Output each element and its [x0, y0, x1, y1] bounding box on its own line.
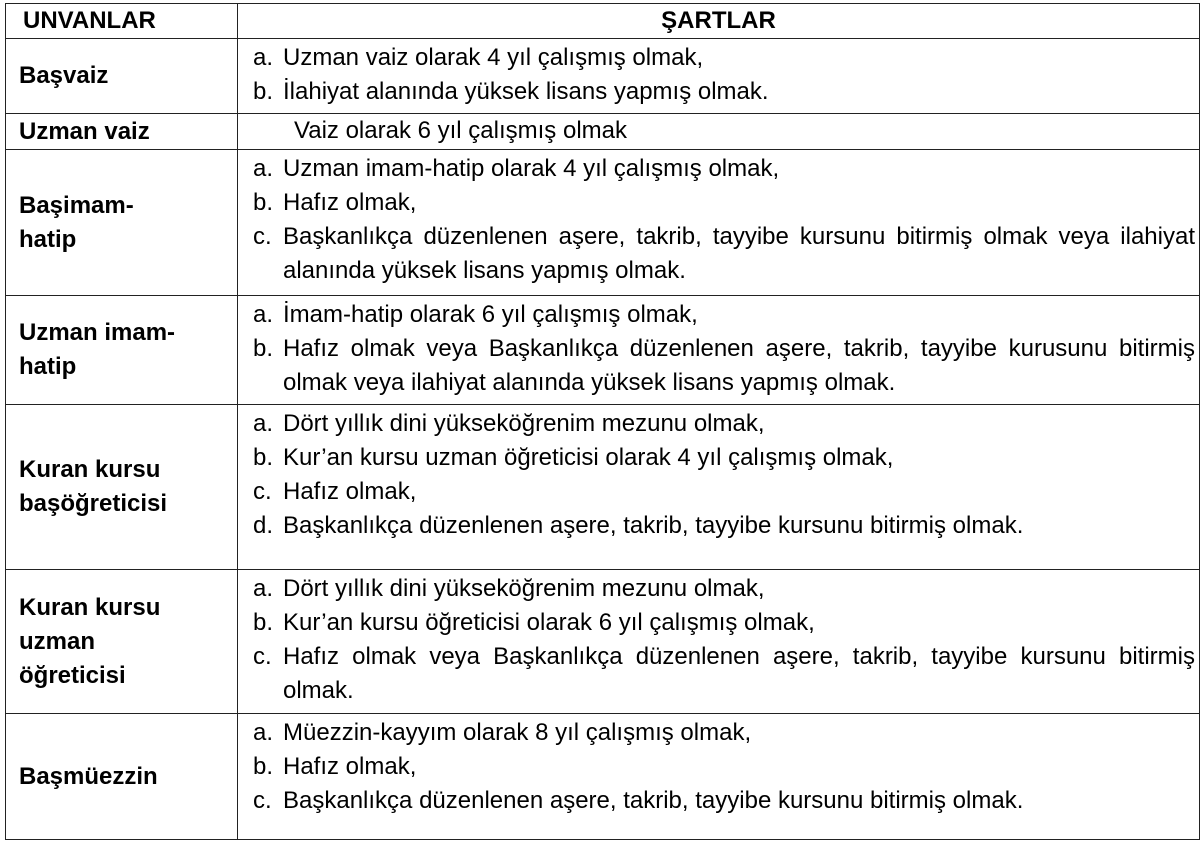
condition-text: Başkanlıkça düzenlenen aşere, takrib, tayyibe kursunu bitirmiş olmak.	[283, 512, 1024, 539]
condition-label: d.	[253, 512, 274, 539]
condition-item	[238, 509, 1199, 543]
condition-label: b.	[253, 78, 274, 105]
row-title	[6, 570, 238, 714]
condition-text: Hafız olmak,	[283, 753, 417, 780]
condition-text: İlahiyat alanında yüksek lisans yapmış olmak.	[283, 78, 769, 105]
row-title: Başmüezzin	[6, 714, 238, 840]
condition-label: b.	[253, 335, 274, 362]
row-title	[6, 150, 238, 296]
condition-item	[238, 41, 1199, 75]
condition-text: Hafız olmak,	[283, 189, 417, 216]
condition-text: Uzman imam-hatip olarak 4 yıl çalışmış olmak,	[283, 155, 780, 182]
row-title	[6, 405, 238, 570]
condition-item	[238, 441, 1199, 475]
condition-item	[238, 784, 1199, 818]
condition-label: c.	[253, 223, 272, 250]
header-row	[6, 4, 1200, 39]
table-row	[6, 570, 1200, 714]
row-conditions	[238, 714, 1200, 840]
requirements-table	[5, 3, 1200, 840]
condition-item	[238, 220, 1199, 288]
condition-text: Kur’an kursu öğreticisi olarak 6 yıl çalışmış olmak,	[283, 609, 815, 636]
row-conditions	[238, 39, 1200, 114]
condition-item	[238, 186, 1199, 220]
condition-label: b.	[253, 609, 274, 636]
condition-label: c.	[253, 787, 272, 814]
condition-text: Dört yıllık dini yükseköğrenim mezunu olmak,	[283, 575, 765, 602]
table-row	[6, 39, 1200, 114]
condition-text: Başkanlıkça düzenlenen aşere, takrib, tayyibe kursunu bitirmiş olmak.	[283, 787, 1024, 814]
row-conditions	[238, 296, 1200, 405]
condition-item	[238, 606, 1199, 640]
table-row	[6, 114, 1200, 150]
table-row	[6, 296, 1200, 405]
table-row	[6, 714, 1200, 840]
condition-text: Dört yıllık dini yükseköğrenim mezunu olmak,	[283, 410, 765, 437]
condition-item	[238, 152, 1199, 186]
condition-text: Müezzin-kayyım olarak 8 yıl çalışmış olmak,	[283, 719, 752, 746]
condition-item	[238, 640, 1199, 708]
condition-item	[238, 298, 1199, 332]
condition-text: Uzman vaiz olarak 4 yıl çalışmış olmak,	[283, 44, 704, 71]
condition-label: b.	[253, 444, 274, 471]
row-title-text: Uzman imam-hatip	[19, 319, 176, 380]
condition-text: Hafız olmak veya Başkanlıkça düzenlenen aşere, takrib, tayyibe kurusunu bitirmiş olmak veya ilahiyat alanında yüksek lisans yapmış olmak.	[283, 335, 1195, 396]
condition-text: Hafız olmak,	[283, 478, 417, 505]
condition-item	[238, 75, 1199, 109]
header-conditions: ŞARTLAR	[238, 4, 1200, 39]
condition-text: Başkanlıkça düzenlenen aşere, takrib, tayyibe kursunu bitirmiş olmak veya ilahiyat alanında yüksek lisans yapmış olmak.	[283, 223, 1195, 284]
row-title: Uzman vaiz	[6, 114, 238, 150]
condition-label: b.	[253, 189, 274, 216]
condition-item	[238, 716, 1199, 750]
condition-label: c.	[253, 478, 272, 505]
row-title: Başvaiz	[6, 39, 238, 114]
row-conditions	[238, 150, 1200, 296]
row-title-text: Kuran kursu uzman öğreticisi	[19, 593, 161, 689]
table-row	[6, 150, 1200, 296]
condition-text: İmam-hatip olarak 6 yıl çalışmış olmak,	[283, 301, 698, 328]
condition-label: a.	[253, 155, 274, 182]
row-title	[6, 296, 238, 405]
condition-label: a.	[253, 575, 274, 602]
condition-text: Vaiz olarak 6 yıl çalışmış olmak	[294, 117, 627, 144]
row-title-text: Başimam-hatip	[19, 191, 134, 253]
condition-label: a.	[253, 410, 274, 437]
condition-label: a.	[253, 44, 274, 71]
condition-item	[238, 332, 1199, 400]
condition-label: a.	[253, 719, 274, 746]
row-conditions	[238, 570, 1200, 714]
condition-item	[238, 407, 1199, 441]
row-title-text: Kuran kursu başöğreticisi	[19, 456, 168, 517]
condition-text: Kur’an kursu uzman öğreticisi olarak 4 yıl çalışmış olmak,	[283, 444, 894, 471]
header-titles: UNVANLAR	[6, 4, 238, 39]
condition-text: Hafız olmak veya Başkanlıkça düzenlenen aşere, takrib, tayyibe kursunu bitirmiş olmak.	[283, 643, 1195, 704]
condition-label: c.	[253, 643, 272, 670]
condition-item	[238, 475, 1199, 509]
row-conditions	[238, 114, 1200, 150]
condition-label: b.	[253, 753, 274, 780]
condition-label: a.	[253, 301, 274, 328]
condition-item	[238, 750, 1199, 784]
row-conditions	[238, 405, 1200, 570]
condition-item	[238, 572, 1199, 606]
table-row	[6, 405, 1200, 570]
